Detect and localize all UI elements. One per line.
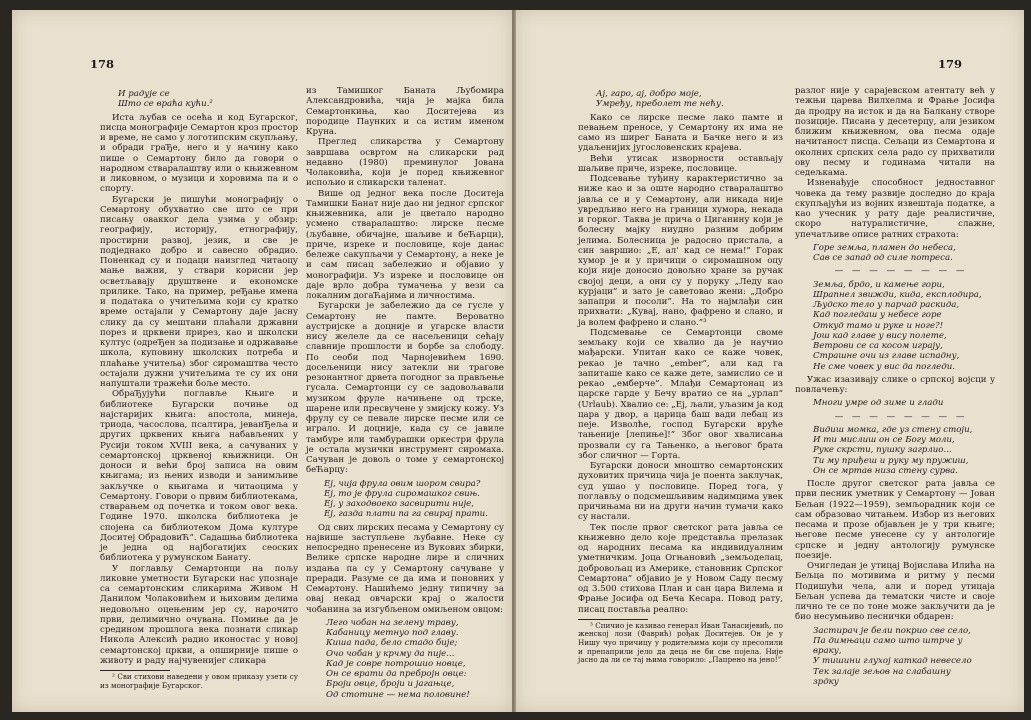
verse-block: Земља, брдо, и камење гори, Шрапнел звижди, кида, експлодира, Људско тело у парчад раскида, Кад погледаш у небесе горе Откуд тамо и руке и ноге?! Још кад главе у вису полете, Ветрови се са косом играју, Страшне очи из главе испадну, Не сме човек у вис да погледи. xyxy=(813,279,982,372)
paragraph: Иста љубав се осећа и код Бугарског, писца монографије Семартон кроз простор и време, не само у логотипским скупљању, и обради граЂе, него и у начину како пише о Семартону било да говори о народном стваралаштву или о књижевном и ликовном, о музици и хоровима па и о спорту. xyxy=(100,112,298,195)
verse-block: Горе земља, пламен до небеса, Сав се запад од силе потреса. xyxy=(813,242,956,263)
paragraph: Бугарски је забележио да се гусле у Семартону не памте. Вероватно аустријске а доцније и угарске власти нису желеле да се насељеници сећају славније прошлости и борбе за слободу. По сеоби под Чарнојевићем 1690. досељеници нису затекли ни трагове резонантног дрвета погодног за прављење гусала. Семартонци су се задовољавали музиком фруле начињене од трске, шарене или пресвучене у змијску кожу. Уз фрулу су се певале лирске песме или се играло. И доцније, када су се јавиле тамбуре или тамбурашки оркестри фрула је остала музички инструмент сиромаха. Сачуван је довољ о томе у семартонској беЋарцу: xyxy=(306,301,504,476)
paragraph: Већи утисак изворности остављају шаљиве приче, изреке, пословице. xyxy=(578,153,783,174)
footnote: ³ Спичио је казивао генерал Иван Танасијевић, по женској лози (Фаврић) рођак Доситејев. Он је у Нишу чуо причицу у родитељима који су пресолили и препаприли јело да деца не би све појела. Није јасно да ли се тај њима говорило: „Папрено на јено!” xyxy=(578,620,783,665)
paragraph: Подсевање туђину карактеристично за ниже као и за оште народно стваралаштво јавља се и у Семартону, али никада није увредљиво него на граници хумора, некада и горког. Таква је прича о Циганину који је болесну мајку ниудно разним добрим јелима. Болесница је радосно пристала, а син завршио: „Е, ал' кад се нема!” Горак хумор је и у причици о сиромашном оцу који није доносио довољно хране за ручак својој деци, а они су у поруку „Леду као курјаци” и зато је саветовао жени: „Добро запапри и посоли”. На то најмлађи син прихвати: „Кувај, нано, фафрено и слано, и ја волем фафрено и слано.”³ xyxy=(578,174,783,328)
poem-block: Лего чобан на зелену траву, Кабаницу метнуо под главу. Киша пада, бело стадо бије; Очо чобан у крчму да пије... Кад је совре потрошио новце, Он се врати да пребројн овце: Броји овце, броји и јагањце, Од стотине — нема половине! xyxy=(326,617,470,700)
verse-block: Видиш момка, где уз стену стоји, И ти мислиш он се Богу моли, Руке скрсти, пушку загрлио... Ти му приђеш и руку му пружиш, Он се мртав низа стену сурва. xyxy=(813,424,973,476)
page-number: 178 xyxy=(90,57,115,71)
paragraph: Како се лирске песме лако памте и певањем преносе, у Семартону их има не само из ширег Баната и Бачке него и из удаљенијих југословенских крајева. xyxy=(578,112,783,154)
paragraph: Бугарски доноси мноштво семартонских духовитих причица чија је поента заклучак, суд ушао у пословице. Поред тога, у поглављу о подсмешљивим надимцима увек причињама ни на други начин тумачи како су настали. xyxy=(578,461,783,523)
verse-block: Многи умре од зиме и глади xyxy=(813,398,944,409)
verse-block: Застирач је бели покрио све село, Па димњаци само што штрче у враку, У тишини глухој каткад невесело Тек залаје зељов на слабашну зрдку xyxy=(813,625,972,687)
right-column-2 xyxy=(795,86,995,690)
paragraph: Очигледан је утицај Војислава Илића на Бељца по мотивима и ритму у песми Подишући чела, али и поред утицаја Бељан успева да тематски чисте и своје лично те се по тоне може закључити да је био несумњиво песнички обдарен: xyxy=(795,561,995,623)
left-column-2 xyxy=(306,86,504,703)
left-column-1 xyxy=(100,86,298,690)
verse-block: Ај, гаро, ај, добро моје, Умређу, преболет те нећу. xyxy=(596,89,724,110)
paragraph: из Тамишког Баната Љубомира Александровића, чија је мајка била Семартонкиња, као Доситејева из породице Паунких и са истим именом Круна. xyxy=(306,86,504,137)
paragraph: Изненађује способност једноставног човека да тему развије доследно до краја скупљајући из војних извештаја податке, а као учесник у рату даје реалистичне, скоро натуралистичне, слажне, упечатљиве описе ратних страхота: xyxy=(795,178,995,240)
paragraph: После другог светског рата јавља се први песник уметник у Семартону — Јован Бељан (1922—1959), земљорадник који се сам образовао читањем. Избор из његових песама и прозе објављен је у три књиге; његове песме унесене су у антологије српске и једну антологију румунске поезије. xyxy=(795,479,995,561)
footnote-rule xyxy=(578,619,648,620)
footnote: ² Сви стихови наведени у овом приказу узети су из монографије Бугарског. xyxy=(100,672,298,690)
verse-block: И радује се Што се враћа кући.² xyxy=(118,89,213,110)
right-page xyxy=(516,10,1024,712)
paragraph: Бугарски је пишући монографију о Семартону обухватио све што се при писању овакког дела узима у обзир: географију, историју, етнографију, простирни развој, језик, и све је подједнако добро и савесно обрадио. Поненкад су и подаци наизглед читаоцу мање важни, у ствари корисни јер осветљавају друштвене и економске прилике. Тако, на пример, реЂање имена и података о учитељима који су кратко време остајали у Семартону даје јасну слику да су мештани плаћали државни порез и црквени прирез, као и школски култус (одреЂен за подизање и одржавање школа, куповину школских потреба и плаћање учитеља) због сиромаштва често остајали дужни учитељима те су их они напуштали тражећи боље место. xyxy=(100,194,298,389)
verse-block: Еј, чија фрула овим шором свира? Еј, то је фрула сиромашког свињ. Еј, у заходвоеко засвирити није, Еј, газда плати па га свирај прати. xyxy=(324,478,488,520)
footnote-rule xyxy=(100,670,170,671)
page-number: 179 xyxy=(937,57,962,71)
paragraph: разлог није у сарајевском атентату већ у тежњи царева Вилхелма и Фрање Јосифа да продру на исток и да на Балкану створе позиције. Писана у десетерцу, али језиком ближим књижевном, ова песма одаје начитаност писца. Сељаци из Семартона и околних српских села радо су прихватили ову песму и годинама читали на седељкама. xyxy=(795,86,995,178)
paragraph: Подсмевање се Семартонци своме земљаку који се хвалио да је научио мађарски. Упитан како се каже човек, рекао је тачно „ember”, али кад га запиташе како се каже дете, замислио се и рекао „емберче”. Млађи Семартонац из царске гарде у Бечу вратио се на „урлап” (Urlaub). Хвалио се: „Еј, љали, уљазим ја код цара у двор, а царица баш вади лебац из пеје. Изволће, господ Бугарски вруће тањеније [лепиње]!” Због овог хвалисања прозвали су га Тањенко, а његовог брата због сличног — Горта. xyxy=(578,327,783,461)
paragraph: Тек после првог светског рата јавља се књижевно дело које представља прелазак од народних песама ка индивидуалним уметничким. Јоца Огњановић „земљоделац, добровољац из Америке, становник Српског Семартона” објавио је у Новом Саду песму од 3.500 стихова План и сан цара Вилема и Фрање Јосифа од Беча Кесара. Повод рату, писац поставља реално: xyxy=(578,522,783,615)
left-page xyxy=(12,10,512,712)
paragraph: ОбраЂујући поглавље Књиге и библиотеке Бугарски почиње од најстаријих књига: апостола, минеја, триода, часослова, псалтира, јеванЂеља и других црквених књига набављених у Русији током XVIII века, а сачуваних у семартонској црквеној књижници. Он доноси и већи број записа на овим књигама; из њених изводи и занимљиве закључке о књигама и читаоцима у Семартону. Говори о првим библиотекама, стварањем од почетка и током овог века. Године 1970. школска библиотека је спојена са библиотеком Дома културе Доситеј ОбрадовиЋ”. Садашња библиотека је једна од најбогатијих сеоских библиотека у румунском Банату. xyxy=(100,389,298,564)
paragraph: Преглед сликарства у Семартону завршава освртом на сликарски рад недавно (1980) преминулог Јована Чолаковића, који је поред књижевног испољио и сликарски таленат. xyxy=(306,137,504,189)
right-column-1 xyxy=(578,86,783,665)
paragraph: Више од једног века после Доситеја Тамишки Банат није дао ни једног српског књижевника, али је цветало народно усмено стваралаштво: лирске песме (љубавне, обичајне, шаљиве и беЋарци), приче, изреке и пословице, које данас бележе сакупљачи у Семартону, а неке је и сам писац забележио и објавио у монографији. Уз изреке и пословице он даје врло добра тумачења у вези са локалним догаЋајима и личностима. xyxy=(306,188,504,301)
paragraph: У поглављу Семартонци на пољу ликовне уметности Бугарски нас упознаје са семартонским сликарима Живом Н Данилом Чолаковићем и њиховим делима недовољно оцењеним јер су, нарочито први, делимично очувана. Помиње да је средином прошлога века познати сликар Никола Алексић радио иконостас у новој семартонској цркви, а опширније пише о животу и раду најчувенијег сликара xyxy=(100,563,298,666)
paragraph: Ужас изазивају слике о српској војсци у повлачењу: xyxy=(795,374,995,395)
paragraph: Од свих лирских песама у Семартону су највише заступљене љубавне. Неке су непосредно пренесене из Вукових збирки, Велике српске народне лире и сличних издања па су у Семартону сачуване у преради. Разуме се да има и поновних у Семартону. Нашићемо једну типичну за овај некад овчарски крај о жалости чобанина за изгубљеном омиљеном овцом: xyxy=(306,522,504,615)
verse-separator: — — — — — — — — xyxy=(834,266,968,277)
verse-separator: — — — — — — — — xyxy=(834,411,968,422)
